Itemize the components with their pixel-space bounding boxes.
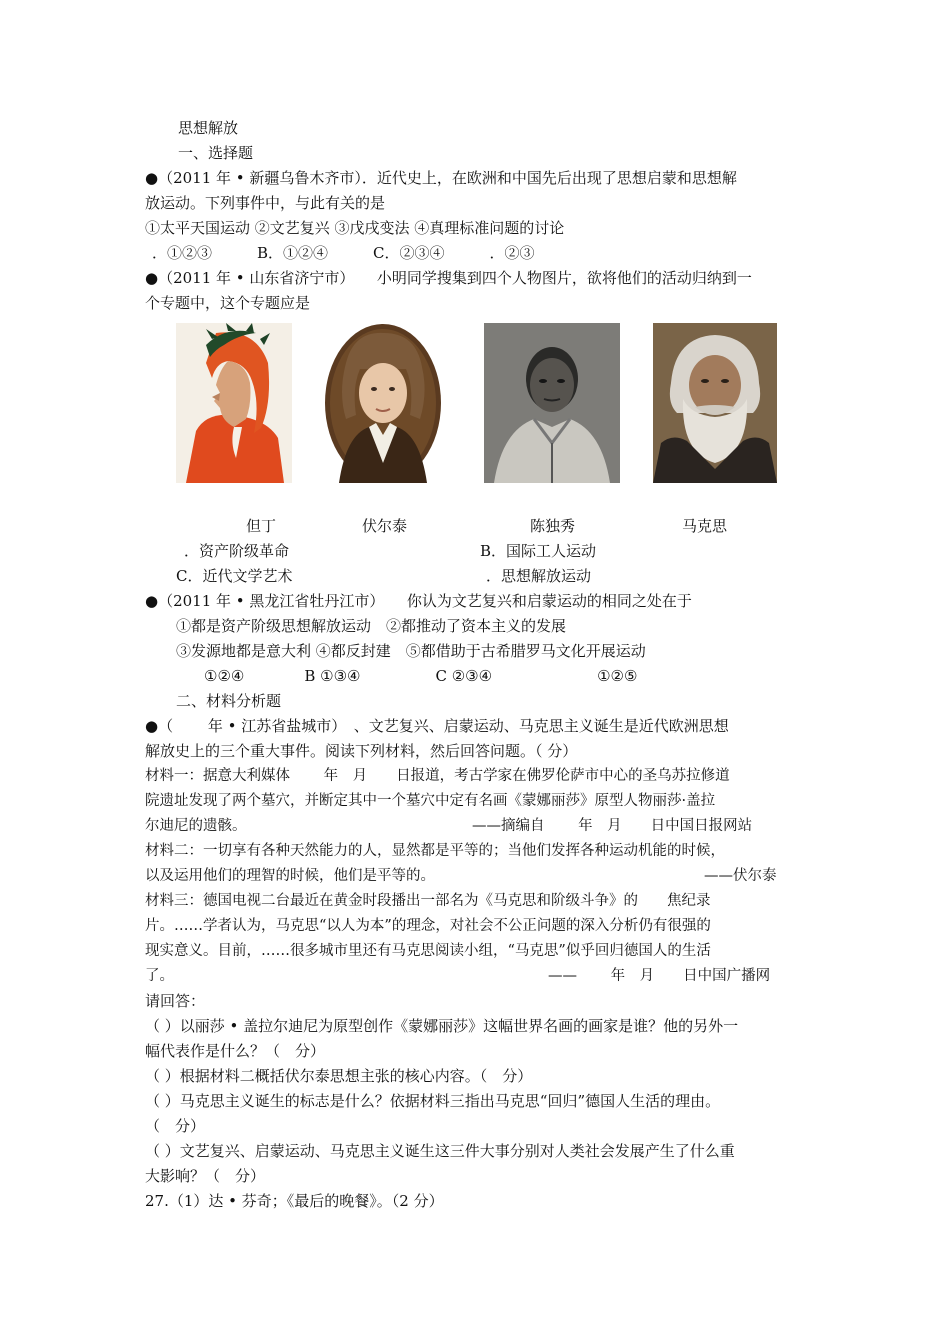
q2-line2: 个专题中，这个专题应是 <box>145 294 311 312</box>
q1-items: ①太平天国运动 ②文艺复兴 ③戊戌变法 ④真理标准问题的讨论 <box>145 219 565 237</box>
q2-option-b: B．国际工人运动 <box>480 542 597 560</box>
q3-options: ①②④ B ①③④ C ②③④ ①②⑤ <box>204 667 638 685</box>
question3-line1: （ ）马克思主义诞生的标志是什么？依据材料三指出马克思“回归”德国人生活的理由。 <box>145 1092 721 1110</box>
q1-line2: 放运动。下列事件中，与此有关的是 <box>145 194 386 212</box>
material3-line3: 现实意义。目前，……很多城市里还有马克思阅读小组，“马克思”似乎回归德国人的生活 <box>145 943 711 959</box>
material1-line2: 院遗址发现了两个墓穴，并断定其中一个墓穴中定有名画《蒙娜丽莎》原型人物丽莎·盖拉 <box>145 793 716 809</box>
q4-line2: 解放史上的三个重大事件。阅读下列材料，然后回答问题。（ 分） <box>145 742 578 760</box>
material1-line1: 材料一：据意大利媒体 年 月 日报道，考古学家在佛罗伦萨市中心的圣乌苏拉修道 <box>145 768 730 784</box>
caption-dante: 但丁 <box>246 517 277 535</box>
q2-line1: ●（2011 年 • 山东省济宁市） 小明同学搜集到四个人物图片，欲将他们的活动归纳到一 <box>145 269 752 287</box>
caption-chen-duxiu: 陈独秀 <box>530 517 576 535</box>
material1-source: ——摘编自 年 月 日中国日报网站 <box>472 818 753 834</box>
q2-option-a: ．资产阶级革命 <box>184 542 290 560</box>
portrait-marx <box>653 323 777 483</box>
portrait-chen-duxiu <box>484 323 620 483</box>
material2-line2: 以及运用他们的理智的时候，他们是平等的。 <box>145 868 435 884</box>
material3-line1: 材料三：德国电视二台最近在黄金时段播出一部名为《马克思和阶级斗争》的 焦纪录 <box>145 893 711 909</box>
question4-line2: 大影响？（ 分） <box>145 1167 266 1185</box>
answer-line: 27.（1）达 • 芬奇；《最后的晚餐》。（2 分） <box>145 1192 444 1210</box>
caption-marx: 马克思 <box>682 517 728 535</box>
section-heading-choice: 一、选择题 <box>178 144 254 162</box>
question4-line1: （ ）文艺复兴、启蒙运动、马克思主义诞生这三件大事分别对人类社会发展产生了什么重 <box>145 1142 735 1160</box>
q1-options: ．①②③ B．①②④ C．②③④ ．②③ <box>152 244 535 262</box>
question1-line1: （ ）以丽莎 • 盖拉尔迪尼为原型创作《蒙娜丽莎》这幅世界名画的画家是谁？他的另外一 <box>145 1017 739 1035</box>
material3-source: —— 年 月 日中国广播网 <box>548 968 771 984</box>
q3-line1: ●（2011 年 • 黑龙江省牡丹江市） 你认为文艺复兴和启蒙运动的相同之处在于 <box>145 592 692 610</box>
q3-items2: ③发源地都是意大利 ④都反封建 ⑤都借助于古希腊罗马文化开展运动 <box>176 642 646 660</box>
question3-line2: （ 分） <box>145 1117 206 1135</box>
questions-prompt: 请回答： <box>145 992 206 1010</box>
question1-line2: 幅代表作是什么？（ 分） <box>145 1042 326 1060</box>
portrait-voltaire <box>324 323 442 483</box>
material3-line4: 了。 <box>145 968 174 984</box>
material2-source: ——伏尔泰 <box>704 868 777 884</box>
section-heading-material: 二、材料分析题 <box>176 692 282 710</box>
material3-line2: 片。……学者认为，马克思“以人为本”的理念，对社会不公正问题的深入分析仍有很强的 <box>145 918 711 934</box>
q1-line1: ●（2011 年 • 新疆乌鲁木齐市）．近代史上，在欧洲和中国先后出现了思想启蒙和思想解 <box>145 169 737 187</box>
q2-option-d: ．思想解放运动 <box>486 567 592 585</box>
question2: （ ）根据材料二概括伏尔泰思想主张的核心内容。（ 分） <box>145 1067 533 1085</box>
material1-line3: 尔迪尼的遗骸。 <box>145 818 247 834</box>
q4-line1: ●（ 年 • 江苏省盐城市） 、文艺复兴、启蒙运动、马克思主义诞生是近代欧洲思想 <box>145 717 729 735</box>
caption-voltaire: 伏尔泰 <box>362 517 408 535</box>
q2-option-c: C．近代文学艺术 <box>176 567 293 585</box>
page-title: 思想解放 <box>178 119 239 137</box>
material2-line1: 材料二：一切享有各种天然能力的人，显然都是平等的；当他们发挥各种运动机能的时候， <box>145 843 725 859</box>
q3-items1: ①都是资产阶级思想解放运动 ②都推动了资本主义的发展 <box>176 617 567 635</box>
portrait-dante <box>176 323 292 483</box>
